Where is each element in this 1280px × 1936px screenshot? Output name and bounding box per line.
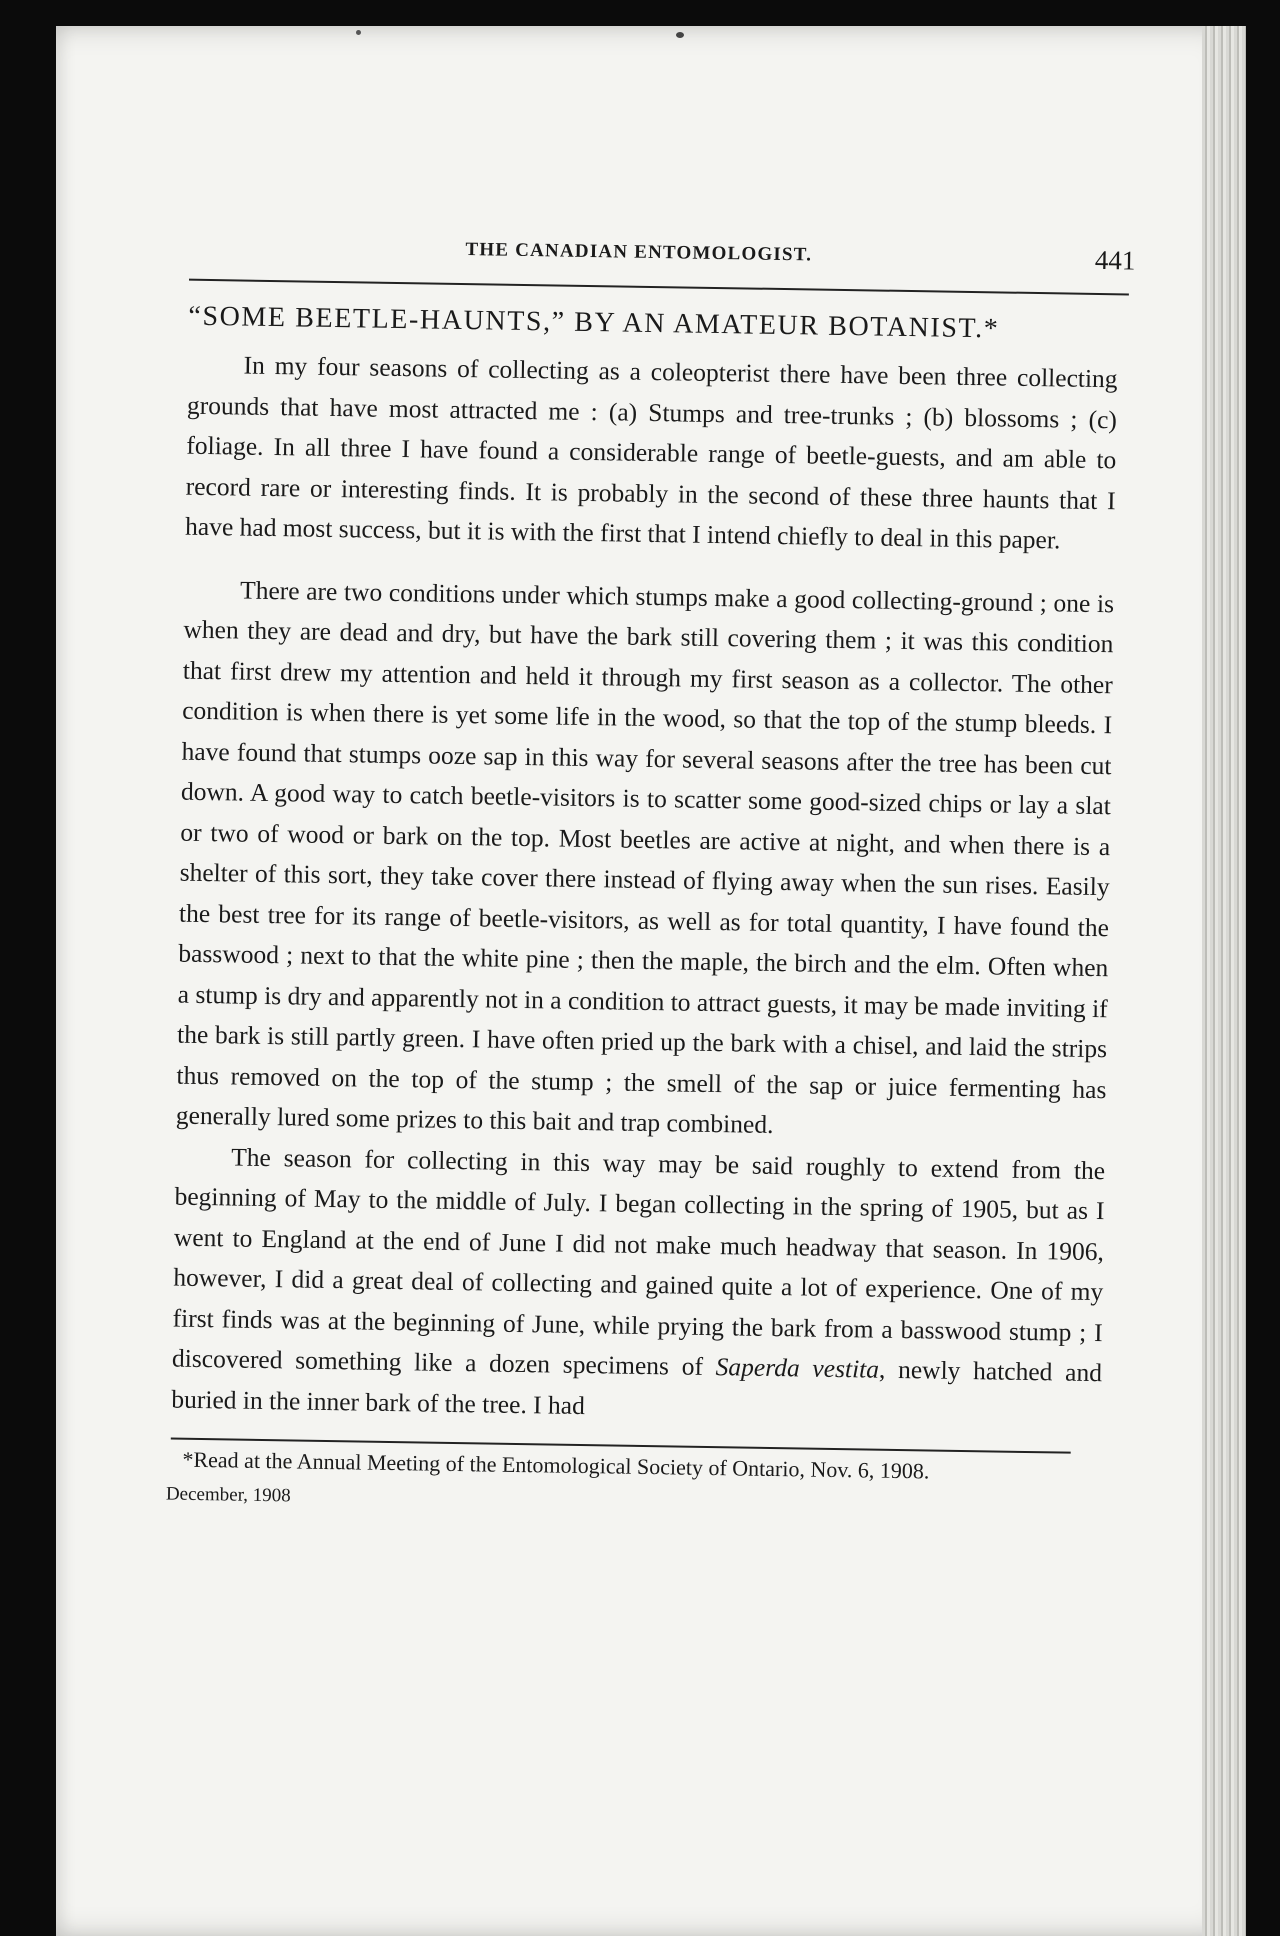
species-name: Saperda vestita <box>715 1352 880 1384</box>
footnote: *Read at the Annual Meeting of the Entomological Society of Ontario, Nov. 6, 1908. <box>182 1446 930 1484</box>
paragraph-3 <box>171 1136 1105 1434</box>
article-title: “SOME BEETLE-HAUNTS,” BY AN AMATEUR BOTANIST.* <box>188 300 1000 345</box>
paragraph-2: There are two conditions under which stumps make a good collecting-ground ; one is when they are dead and dry, but have the bark still covering them ; it was this condition that first drew my attention and held it through my first season as a collector. The other condition is when there is yet some life in the wood, so that the top of the stump bleeds. I have found that stumps ooze sap in this way for several seasons after the tree has been cut down. A good way to catch beetle-visitors is to scatter some good-sized chips or lay a slat or two of wood or bark on the top. Most beetles are active at night, and when there is a shelter of this sort, they take cover there instead of flying away when the sun rises. Easily the best tree for its range of beetle-visitors, as well as for total quantity, I have found the basswood ; next to that the white pine ; then the maple, the birch and the elm. Often when a stump is dry and apparently not in a condition to attract guests, it may be made inviting if the bark is still partly green. I have often pried up the bark with a chisel, and laid the strips thus removed on the top of the stump ; the smell of the sap or juice fermenting has generally lured some prizes to this bait and trap combined. <box>175 575 1115 1139</box>
paragraph-1: In my four seasons of collecting as a coleopterist there have been three collecting grounds that have most attracted me : (a) Stumps and tree-trunks ; (b) blossoms ; (c) foliage. In all three I have found a considerable range of beetle-guests, and am able to record rare or interesting finds. It is probably in the second of these three haunts that I have had most success, but it is with the first that I intend chiefly to deal in this paper. <box>184 350 1118 555</box>
article-body <box>171 345 1118 1434</box>
page-content <box>126 216 1136 1520</box>
book-page <box>56 26 1246 1936</box>
paragraph-3-continuation: , newly hatched and buried in the inner bark of the tree. I had <box>171 1354 1103 1420</box>
page-number: 441 <box>1094 244 1136 276</box>
issue-dateline: December, 1908 <box>165 1483 291 1507</box>
journal-name: THE CANADIAN ENTOMOLOGIST. <box>465 239 813 266</box>
scan-artifact <box>676 32 684 38</box>
page-edge-shadow <box>1202 26 1246 1936</box>
scan-artifact <box>356 30 361 35</box>
paragraph-3-text: The season for collecting in this way may be said roughly to extend from the beginning of May to the middle of July. I began collecting in the spring of 1905, but as I went to England at the end of June I did not make much headway that season. In 1906, however, I did a great deal of collecting and gained quite a lot of experience. One of my first finds was at the beginning of June, while prying the bark from a basswood stump ; I discovered something like a dozen specimens of <box>171 1141 1106 1382</box>
